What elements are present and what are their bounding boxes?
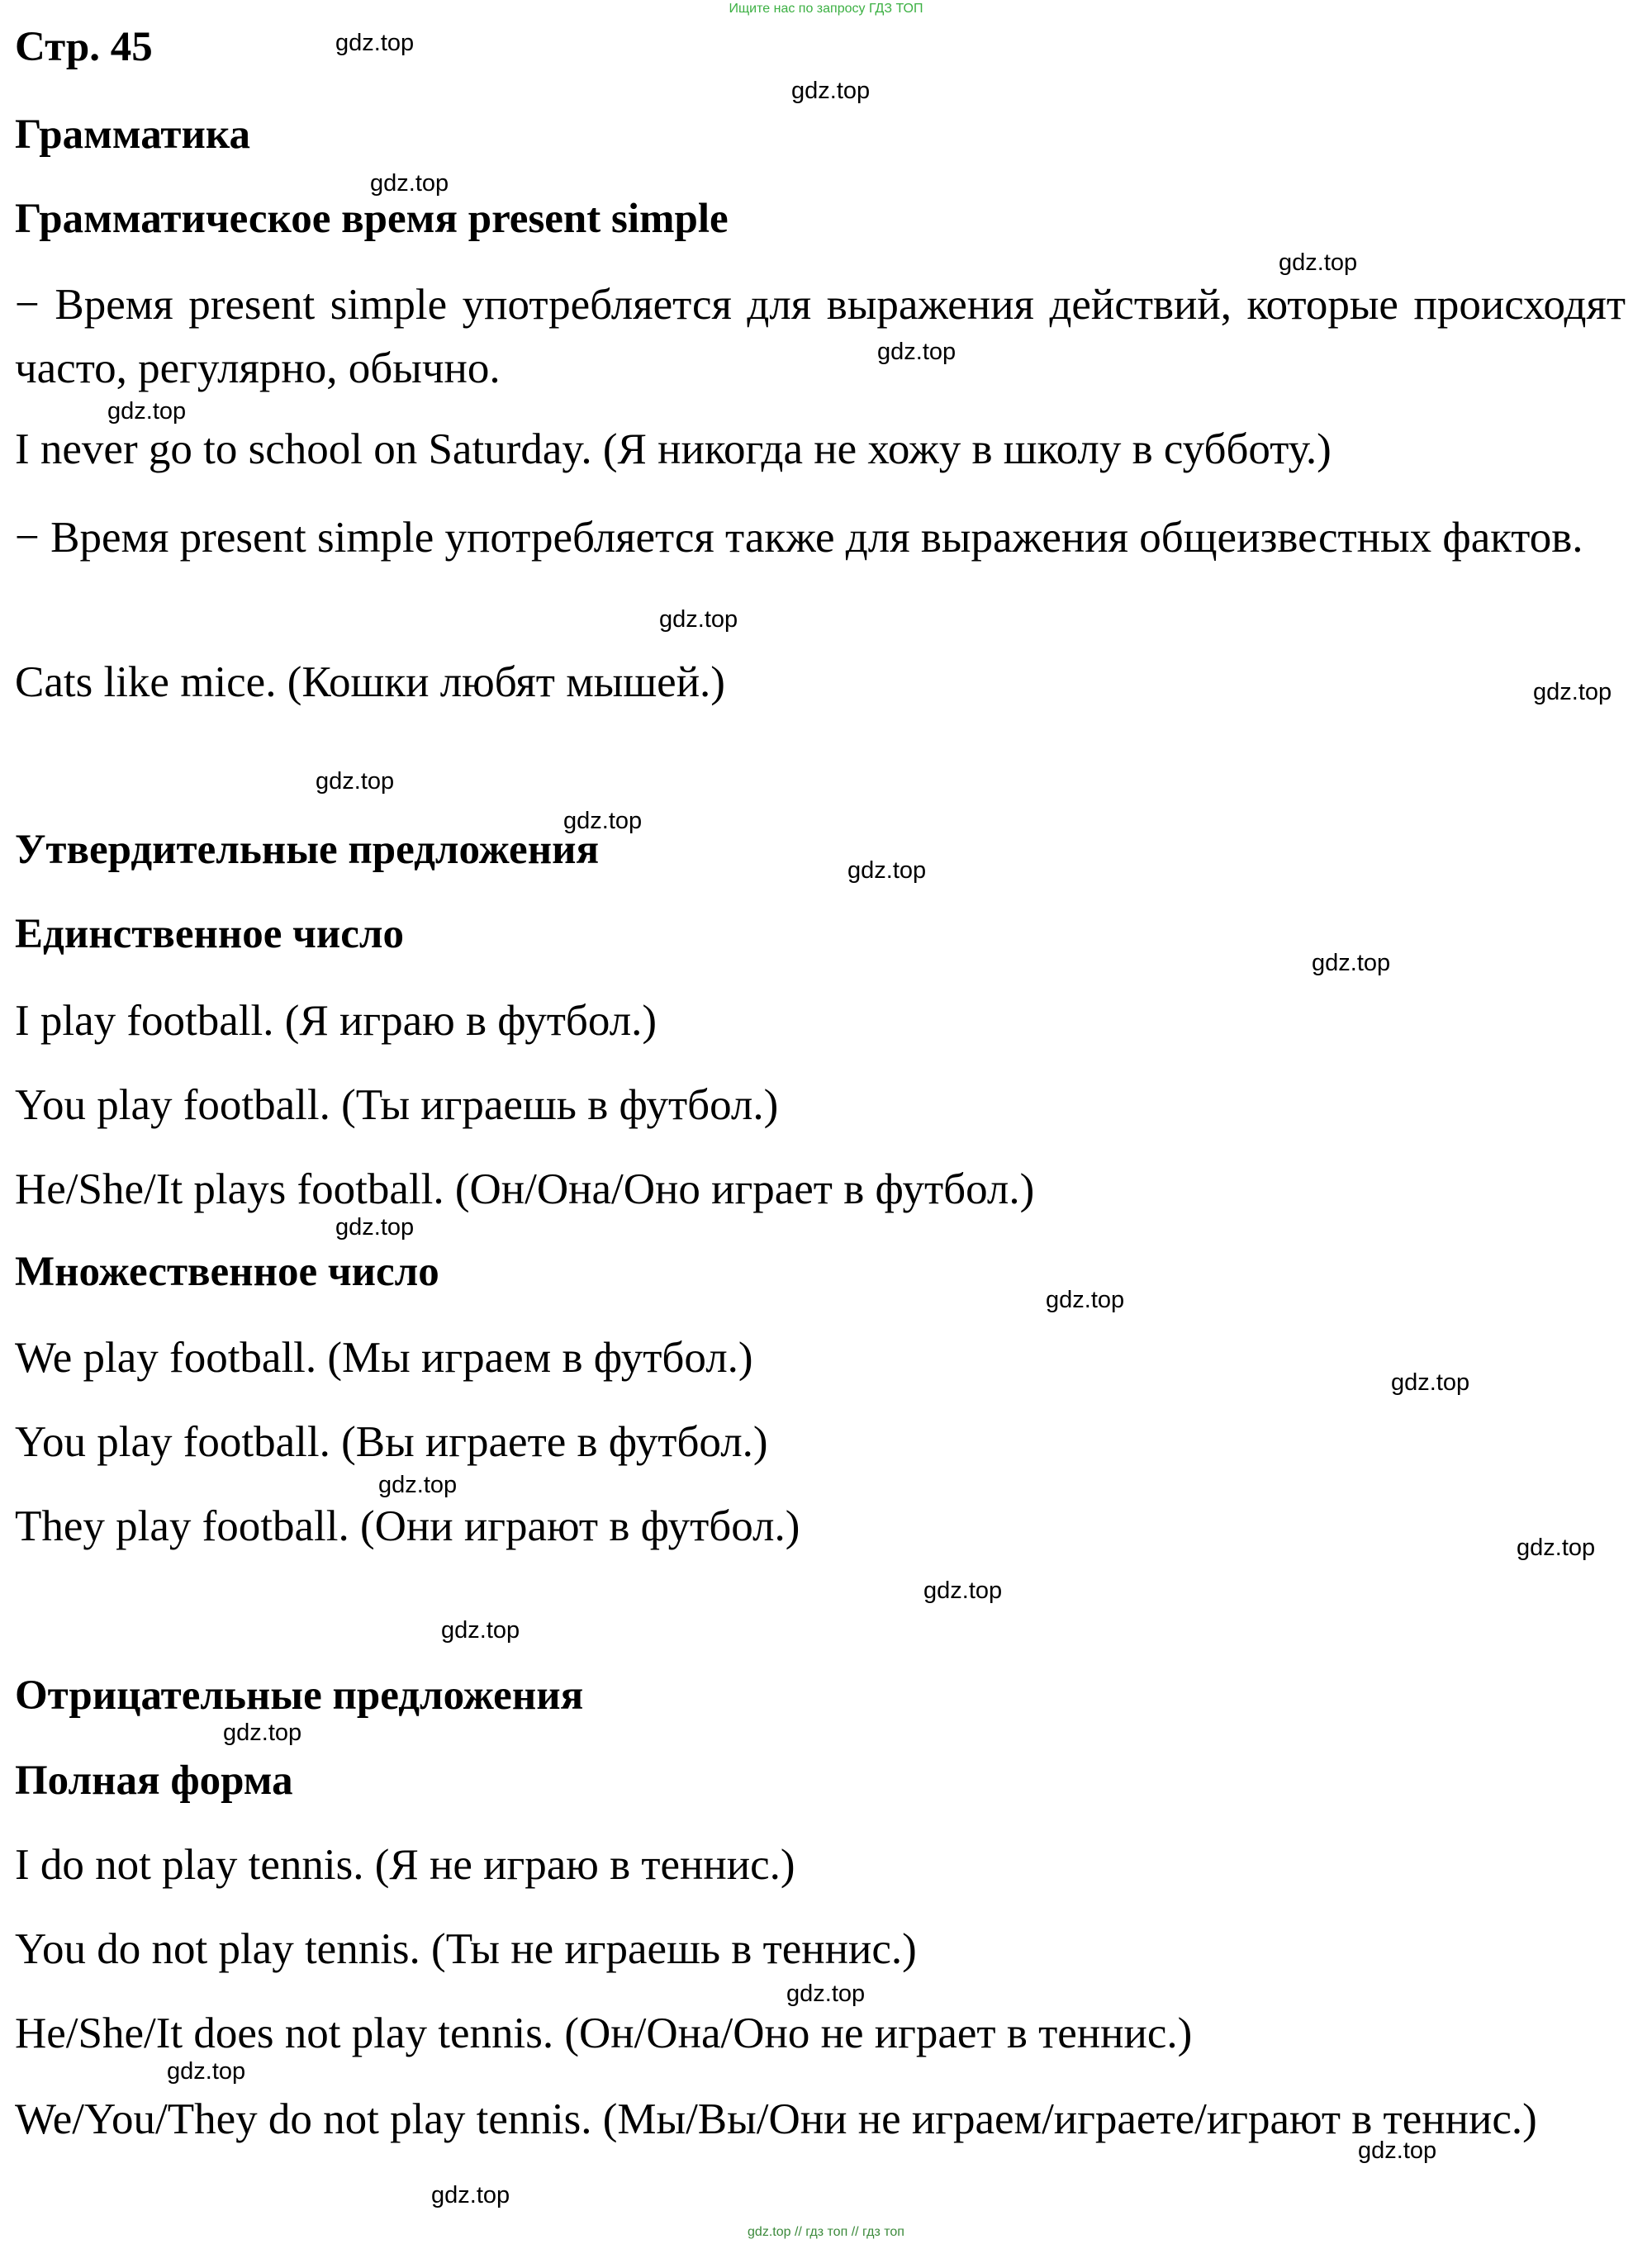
top-banner: Ищите нас по запросу ГДЗ ТОП	[729, 2, 923, 16]
watermark: gdz.top	[563, 808, 643, 834]
negative-line-1: I do not play tennis. (Я не играю в теннис.)	[15, 1841, 795, 1889]
watermark: gdz.top	[1533, 679, 1612, 705]
watermark: gdz.top	[316, 768, 395, 795]
watermark: gdz.top	[1517, 1535, 1596, 1561]
negative-line-2: You do not play tennis. (Ты не играешь в теннис.)	[15, 1925, 917, 1973]
example-2: Cats like mice. (Кошки любят мышей.)	[15, 658, 725, 706]
example-1: I never go to school on Saturday. (Я никогда не хожу в школу в субботу.)	[15, 425, 1332, 473]
rule-1: − Время present simple употребляется для выражения действий, которые происходят часто, регулярно, обычно.	[15, 281, 1626, 392]
negative-line-4: We/You/They do not play tennis. (Мы/Вы/Они не играем/играете/играют в теннис.)	[15, 2095, 1537, 2143]
watermark: gdz.top	[1312, 950, 1391, 976]
plural-title: Множественное число	[15, 1249, 439, 1295]
watermark: gdz.top	[1358, 2137, 1437, 2164]
watermark: gdz.top	[431, 2182, 510, 2208]
full-form-title: Полная форма	[15, 1758, 293, 1804]
plural-line-1: We play football. (Мы играем в футбол.)	[15, 1334, 753, 1382]
plural-line-2: You play football. (Вы играете в футбол.)	[15, 1418, 768, 1466]
negative-line-3: He/She/It does not play tennis. (Он/Она/Оно не играет в теннис.)	[15, 2009, 1193, 2057]
singular-line-3: He/She/It plays football. (Он/Она/Оно играет в футбол.)	[15, 1165, 1035, 1213]
watermark: gdz.top	[1046, 1287, 1125, 1313]
singular-title: Единственное число	[15, 911, 405, 957]
watermark: gdz.top	[786, 1981, 866, 2007]
watermark: gdz.top	[877, 339, 957, 365]
rule-2: − Время present simple употребляется также для выражения общеизвестных фактов.	[15, 514, 1583, 562]
page-label: Стр. 45	[15, 24, 153, 70]
watermark: gdz.top	[923, 1577, 1003, 1604]
watermark: gdz.top	[107, 398, 187, 425]
subtitle: Грамматическое время present simple	[15, 196, 729, 242]
plural-line-3: They play football. (Они играют в футбол.)	[15, 1502, 800, 1550]
watermark: gdz.top	[335, 1214, 415, 1241]
watermark: gdz.top	[847, 857, 927, 884]
affirmative-title: Утвердительные предложения	[15, 827, 600, 873]
watermark: gdz.top	[1279, 249, 1358, 276]
singular-line-1: I play football. (Я играю в футбол.)	[15, 997, 657, 1045]
watermark: gdz.top	[223, 1720, 302, 1746]
watermark: gdz.top	[370, 170, 449, 197]
section-title: Грамматика	[15, 111, 250, 158]
bottom-banner: gdz.top // гдз топ // гдз топ	[748, 2225, 904, 2239]
watermark: gdz.top	[167, 2058, 246, 2085]
watermark: gdz.top	[1391, 1369, 1470, 1396]
watermark: gdz.top	[441, 1617, 520, 1644]
watermark: gdz.top	[378, 1472, 458, 1498]
watermark: gdz.top	[791, 78, 871, 104]
negative-title: Отрицательные предложения	[15, 1672, 584, 1719]
singular-line-2: You play football. (Ты играешь в футбол.)	[15, 1081, 779, 1129]
watermark: gdz.top	[659, 606, 738, 633]
watermark: gdz.top	[335, 30, 415, 56]
